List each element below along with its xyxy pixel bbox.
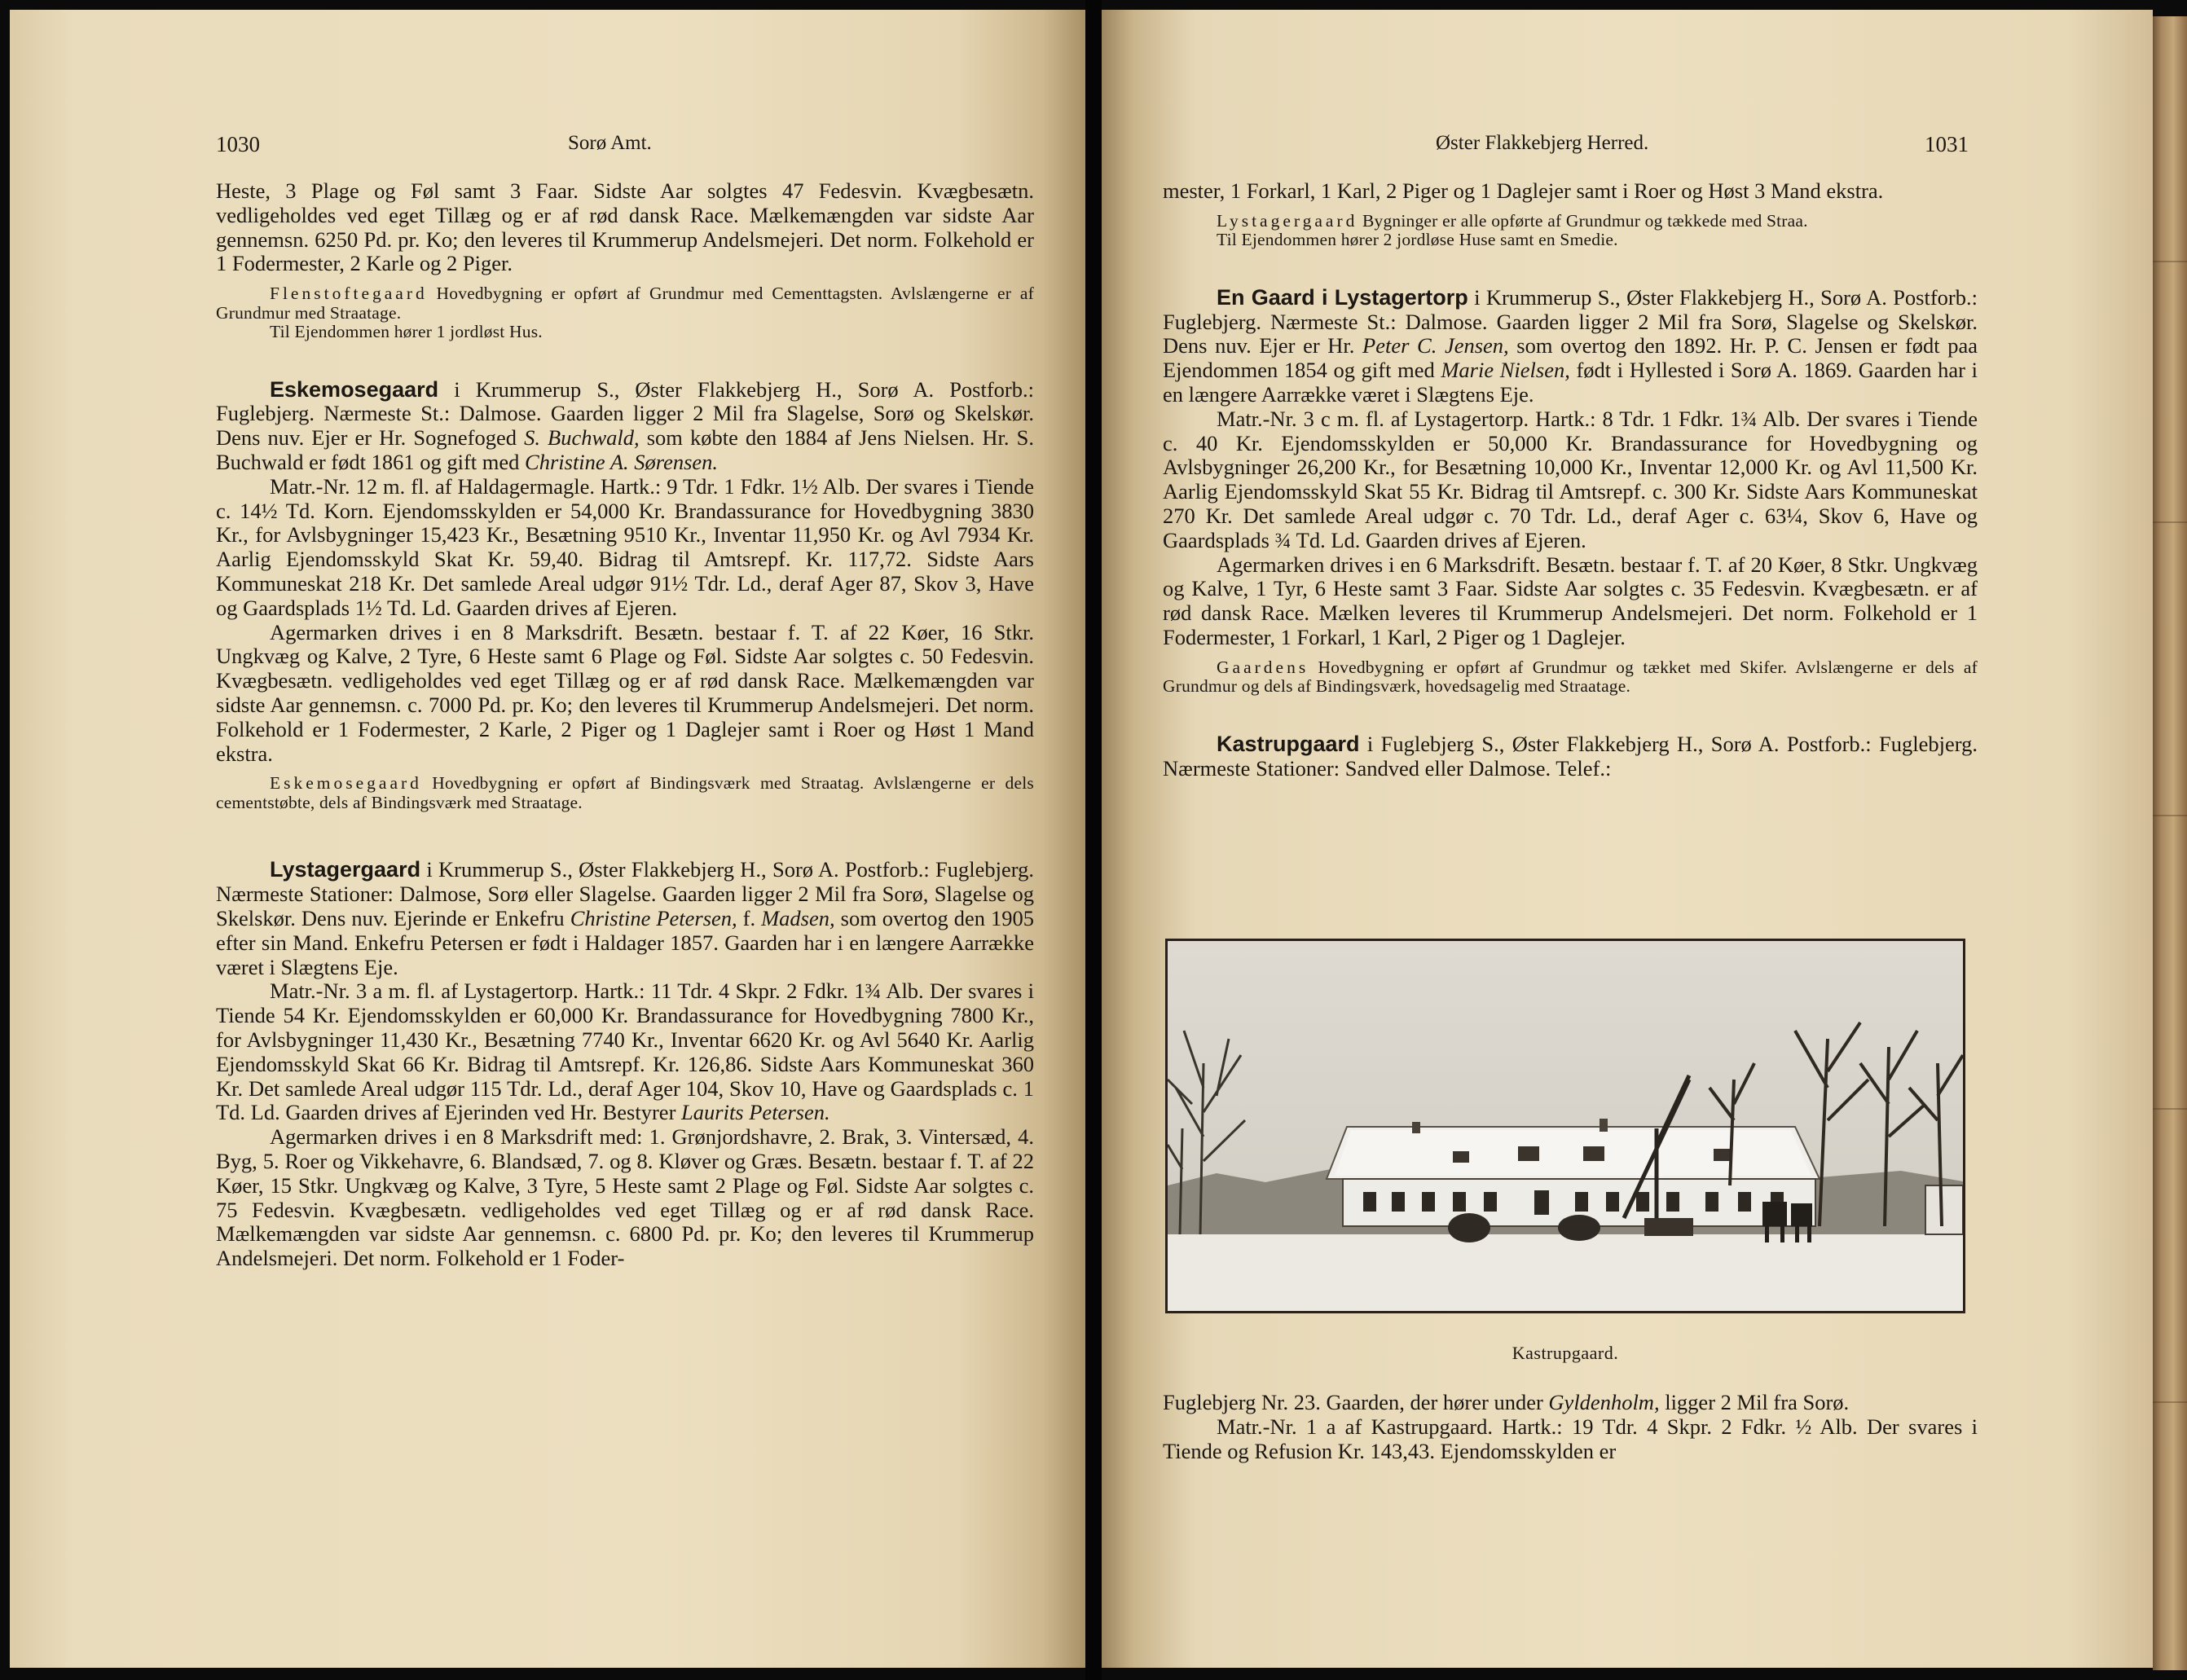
- entry-location: Fuglebjerg Nr. 23. Gaarden, der hører under Gyldenholm, ligger 2 Mil fra Sorø.: [1163, 1390, 1850, 1414]
- entry-lystagergaard: [216, 858, 1034, 1271]
- entry-intro: En Gaard i Lystagertorp i Krummerup S., Øster Flakkebjerg H., Sorø A. Postforb.: Fuglebjerg. Nærmeste St.: Dalmose. Gaarden ligger 2 Mil fra Sorø, Slagelse og Skelskør. Dens nuv. Ejer er Hr. Peter C. Jensen, som overtog den 1892. Hr. P. C. Jensen er født paa Ejendommen 1854 og gift med Marie Nielsen, født i Hyllested i Sorø A. 1869. Gaarden har i en længere Aarrække været i Slægtens Eje.: [1163, 284, 1978, 407]
- entry-gaard-lystagertorp: [1163, 286, 1978, 697]
- entry-intro: Eskemosegaard i Krummerup S., Øster Flakkebjerg H., Sorø A. Postforb.: Fuglebjerg. Nærmeste St.: Dalmose. Gaarden ligger 2 Mil fra Slagelse, Sorø og Skelskør. Dens nuv. Ejer er Hr. Sognefoged S. Buchwald, som købte den 1884 af Jens Nielsen. Hr. S. Buchwald er født 1861 og gift med Christine A. Sørensen.: [216, 376, 1034, 475]
- left-text-column: [216, 179, 1034, 1271]
- entry-property-details: Matr.-Nr. 3 c m. fl. af Lystagertorp. Hartk.: 8 Tdr. 1 Fdkr. 1¾ Alb. Der svares i Tiende c. 40 Kr. Ejendomsskylden er 50,000 Kr. Brandassurance for Hovedbygning og Avlsbygninger 26,200 Kr., for Besætning 10,000 Kr., Inventar 12,000 Kr. og Avl 11,500 Kr. Aarlig Ejendomsskyld Skat 55 Kr. Bidrag til Amtsrepf. c. 300 Kr. Sidste Aars Kommuneskat 270 Kr. Det samlede Areal udgør c. 70 Tdr. Ld., deraf Ager c. 63¼, Skov 6, Have og Gaardsplads ¾ Td. Ld. Gaarden drives af Ejeren.: [1163, 406, 1978, 552]
- entry-eskemosegaard: [216, 378, 1034, 813]
- entry-kastrupgaard: [1163, 732, 1978, 781]
- entry-farming-details: Agermarken drives i en 6 Marksdrift. Besætn. bestaar f. T. af 20 Køer, 8 Stkr. Ungkvæg og Kalve, 1 Tyr, 6 Heste samt 3 Faar. Sidste Aar solgtes c. 35 Fedesvin. Kvægbesætn. er af rød dansk Race. Mælken leveres til Krummerup Andelsmejeri. Det norm. Folkehold er 1 Fodermester, 1 Forkarl, 1 Karl, 2 Piger og 1 Daglejer.: [1163, 552, 1978, 649]
- entry-property-details: Matr.-Nr. 3 a m. fl. af Lystagertorp. Hartk.: 11 Tdr. 4 Skpr. 2 Fdkr. 1¾ Alb. Der svares i Tiende 54 Kr. Ejendomsskylden er 60,000 Kr. Brandassurance for Hovedbygning 7800 Kr., for Avlsbygninger 11,430 Kr., Besætning 7740 Kr., Inventar 6620 Kr. og Avl 5640 Kr. Aarlig Ejendomsskyld Skat 66 Kr. Bidrag til Amtsrepf. Kr. 126,86. Sidste Aars Kommuneskat 360 Kr. Det samlede Areal udgør 115 Tdr. Ld., deraf Ager 104, Skov 10, Have og Gaardsplads c. 1 Td. Ld. Gaarden drives af Ejerinden ved Hr. Bestyrer Laurits Petersen.: [216, 979, 1034, 1125]
- entry-intro: Kastrupgaard i Fuglebjerg S., Øster Flakkebjerg H., Sorø A. Postforb.: Fuglebjerg. Nærmeste Stationer: Sandved eller Dalmose. Telef.:: [1163, 731, 1978, 781]
- book-spine-gutter: [1085, 0, 1102, 1680]
- continuation-paragraph: mester, 1 Forkarl, 1 Karl, 2 Piger og 1 Daglejer samt i Roer og Høst 3 Mand ekstra.: [1163, 178, 1884, 203]
- entry-intro: Lystagergaard i Krummerup S., Øster Flakkebjerg H., Sorø A. Postforb.: Fuglebjerg. Nærmeste Stationer: Dalmose, Sorø eller Slagelse. Gaarden ligger 2 Mil fra Sorø, Slagelse og Skelskør. Dens nuv. Ejerinde er Enkefru Christine Petersen, f. Madsen, som overtog den 1905 efter sin Mand. Enkefru Petersen er født i Haldager 1857. Gaarden har i en længere Aarrække været i Slægtens Eje.: [216, 857, 1034, 979]
- lystagergaard-building-note: Lystagergaard Bygninger er alle opførte af Grundmur og tækkede med Straa.: [1217, 210, 1808, 231]
- entry-heading: Kastrupgaard: [1217, 731, 1360, 756]
- page-number: 1031: [1925, 132, 1969, 156]
- entry-heading: En Gaard i Lystagertorp: [1217, 284, 1468, 310]
- right-text-column-continued: [1163, 1391, 1978, 1463]
- page-edges: [2153, 16, 2187, 1670]
- flenstoftegaard-extra-note: Til Ejendommen hører 1 jordløst Hus.: [270, 322, 543, 342]
- left-page: [10, 10, 1085, 1668]
- right-page: [1102, 10, 2153, 1668]
- entry-property-details: Matr.-Nr. 1 a af Kastrupgaard. Hartk.: 19 Tdr. 4 Skpr. 2 Fdkr. ½ Alb. Der svares i Tiende og Refusion Kr. 143,43. Ejendomsskylden er: [1163, 1414, 1978, 1463]
- entry-building-note: Eskemosegaard Hovedbygning er opført af Bindingsværk med Straatag. Avlslængerne er dels cementstøbte, dels af Bindingsværk med Straatage.: [216, 773, 1034, 812]
- entry-building-note: Gaardens Hovedbygning er opført af Grundmur og tækket med Skifer. Avlslængerne er dels af Grundmur og dels af Bindingsværk, hovedsagelig med Straatage.: [1163, 657, 1978, 697]
- lystagergaard-extra-note: Til Ejendommen hører 2 jordløse Huse samt en Smedie.: [1217, 230, 1618, 250]
- running-head: Sorø Amt.: [568, 132, 652, 154]
- entry-heading: Eskemosegaard: [270, 376, 439, 402]
- entry-farming-details: Agermarken drives i en 8 Marksdrift. Besætn. bestaar f. T. af 22 Køer, 16 Stkr. Ungkvæg og Kalve, 2 Tyre, 6 Heste samt 6 Plage og Føl. Sidste Aar solgtes c. 50 Fedesvin. Kvægbesætn. vedligeholdes ved eget Tillæg og er af rød dansk Race. Mælkemængden var sidste Aar gennemsn. c. 7000 Pd. pr. Ko; den leveres til Krummerup Andelsmejeri. Det norm. Folkehold er 1 Fodermester, 2 Karle, 2 Piger og 1 Daglejer samt i Roer og Høst 1 Mand ekstra.: [216, 619, 1034, 766]
- kastrupgaard-photo: [1165, 939, 1965, 1313]
- flenstoftegaard-building-note: Flenstoftegaard Hovedbygning er opført af Grundmur med Cementtagsten. Avlslængerne er af Grundmur med Straatage.: [216, 284, 1034, 323]
- entry-farming-details: Agermarken drives i en 8 Marksdrift med: 1. Grønjordshavre, 2. Brak, 3. Vintersæd, 4. Byg, 5. Roer og Vikkehavre, 6. Blandsæd, 7. og 8. Kløver og Græs. Besætn. bestaar f. T. af 22 Køer, 15 Stkr. Ungkvæg og Kalve, 3 Tyre, 5 Heste samt 2 Plage og Føl. Sidste Aar solgtes c. 75 Fedesvin. Kvægbesætn. vedligeholdes ved eget Tillæg og er af rød dansk Race. Mælkemængden var sidste Aar gennemsn. c. 6800 Pd. pr. Ko; den leveres til Krummerup Andelsmejeri. Det norm. Folkehold er 1 Foder-: [216, 1124, 1034, 1271]
- continuation-paragraph: Heste, 3 Plage og Føl samt 3 Faar. Sidste Aar solgtes 47 Fedesvin. Kvægbesætn. vedligeholdes ved eget Tillæg og er af rød dansk Race. Mælkemængden var sidste Aar gennemsn. 6250 Pd. pr. Ko; den leveres til Krummerup Andelsmejeri. Det norm. Folkehold er 1 Fodermester, 2 Karle og 2 Piger.: [216, 178, 1034, 276]
- right-text-column: [1163, 179, 1978, 781]
- entry-property-details: Matr.-Nr. 12 m. fl. af Haldagermagle. Hartk.: 9 Tdr. 1 Fdkr. 1½ Alb. Der svares i Tiende c. 14½ Td. Korn. Ejendomsskylden er 54,000 Kr. Brandassurance for Hovedbygning 3830 Kr., for Avlsbygninger 15,423 Kr., Besætning 9510 Kr., Inventar 11,950 Kr. og Avl 7934 Kr. Aarlig Ejendomsskyld Skat Kr. 59,40. Bidrag til Amtsrepf. Kr. 117,72. Sidste Aars Kommuneskat 218 Kr. Det samlede Areal udgør 91½ Tdr. Ld., deraf Ager 87, Skov 3, Have og Gaardsplads 1½ Td. Ld. Gaarden drives af Ejeren.: [216, 473, 1034, 620]
- entry-heading: Lystagergaard: [270, 857, 421, 882]
- farmhouse-winter-illustration: [1168, 941, 1963, 1311]
- page-number: 1030: [216, 132, 260, 156]
- photo-caption: Kastrupgaard.: [1512, 1343, 1619, 1363]
- running-head: Øster Flakkebjerg Herred.: [1436, 132, 1649, 154]
